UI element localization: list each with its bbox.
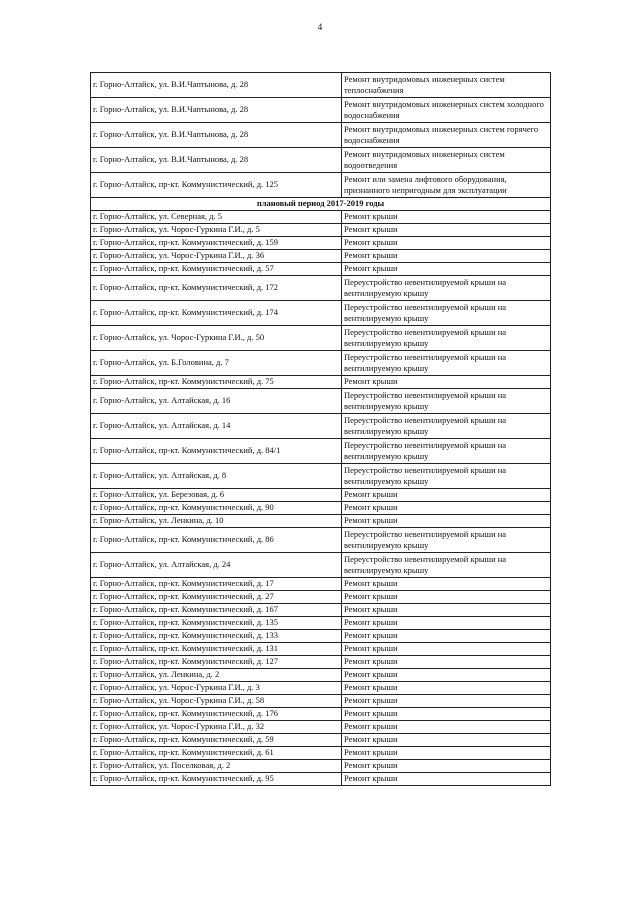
address-cell: г. Горно-Алтайск, пр-кт. Коммунистический, д. 131: [91, 643, 342, 656]
work-type-cell: Переустройство невентилируемой крыши на вентилируемую крышу: [342, 414, 551, 439]
work-type-cell: Ремонт крыши: [342, 578, 551, 591]
works-table-body: [91, 73, 551, 786]
table-row: [91, 528, 551, 553]
work-type-cell: Переустройство невентилируемой крыши на вентилируемую крышу: [342, 389, 551, 414]
work-type-cell: Переустройство невентилируемой крыши на вентилируемую крышу: [342, 464, 551, 489]
table-row: [91, 695, 551, 708]
address-cell: г. Горно-Алтайск, ул. Ленкина, д. 2: [91, 669, 342, 682]
work-type-cell: Ремонт крыши: [342, 604, 551, 617]
address-cell: г. Горно-Алтайск, ул. Ленкина, д. 10: [91, 515, 342, 528]
table-row: [91, 376, 551, 389]
work-type-cell: Ремонт внутридомовых инженерных систем горячего водоснабжения: [342, 123, 551, 148]
table-row: [91, 669, 551, 682]
address-cell: г. Горно-Алтайск, ул. Алтайская, д. 8: [91, 464, 342, 489]
work-type-cell: Ремонт крыши: [342, 760, 551, 773]
work-type-cell: Ремонт крыши: [342, 376, 551, 389]
period-heading-row: [91, 198, 551, 211]
work-type-cell: Ремонт крыши: [342, 708, 551, 721]
work-type-cell: Переустройство невентилируемой крыши на вентилируемую крышу: [342, 439, 551, 464]
work-type-cell: Ремонт крыши: [342, 695, 551, 708]
address-cell: г. Горно-Алтайск, ул. Алтайская, д. 16: [91, 389, 342, 414]
address-cell: г. Горно-Алтайск, ул. В.И.Чаптынова, д. 28: [91, 148, 342, 173]
table-row: [91, 414, 551, 439]
address-cell: г. Горно-Алтайск, ул. Березовая, д. 6: [91, 489, 342, 502]
address-cell: г. Горно-Алтайск, пр-кт. Коммунистический, д. 172: [91, 276, 342, 301]
address-cell: г. Горно-Алтайск, пр-кт. Коммунистический, д. 27: [91, 591, 342, 604]
table-row: [91, 123, 551, 148]
table-row: [91, 604, 551, 617]
table-row: [91, 515, 551, 528]
address-cell: г. Горно-Алтайск, пр-кт. Коммунистический, д. 84/1: [91, 439, 342, 464]
table-row: [91, 747, 551, 760]
table-row: [91, 682, 551, 695]
address-cell: г. Горно-Алтайск, пр-кт. Коммунистический, д. 59: [91, 734, 342, 747]
work-type-cell: Ремонт внутридомовых инженерных систем теплоснабжения: [342, 73, 551, 98]
work-type-cell: Ремонт крыши: [342, 734, 551, 747]
address-cell: г. Горно-Алтайск, пр-кт. Коммунистический, д. 57: [91, 263, 342, 276]
table-row: [91, 250, 551, 263]
table-row: [91, 351, 551, 376]
work-type-cell: Переустройство невентилируемой крыши на вентилируемую крышу: [342, 553, 551, 578]
table-row: [91, 489, 551, 502]
address-cell: г. Горно-Алтайск, ул. Чорос-Гуркина Г.И., д. 58: [91, 695, 342, 708]
table-row: [91, 326, 551, 351]
table-row: [91, 708, 551, 721]
work-type-cell: Ремонт или замена лифтового оборудования, признанного непригодным для эксплуатации: [342, 173, 551, 198]
address-cell: г. Горно-Алтайск, пр-кт. Коммунистический, д. 90: [91, 502, 342, 515]
table-row: [91, 643, 551, 656]
address-cell: г. Горно-Алтайск, ул. Чорос-Гуркина Г.И., д. 50: [91, 326, 342, 351]
work-type-cell: Ремонт крыши: [342, 224, 551, 237]
table-row: [91, 760, 551, 773]
table-row: [91, 148, 551, 173]
work-type-cell: Ремонт крыши: [342, 515, 551, 528]
address-cell: г. Горно-Алтайск, пр-кт. Коммунистический, д. 86: [91, 528, 342, 553]
work-type-cell: Ремонт крыши: [342, 643, 551, 656]
work-type-cell: Ремонт крыши: [342, 656, 551, 669]
address-cell: г. Горно-Алтайск, ул. Северная, д. 5: [91, 211, 342, 224]
address-cell: г. Горно-Алтайск, пр-кт. Коммунистический, д. 125: [91, 173, 342, 198]
work-type-cell: Ремонт внутридомовых инженерных систем холодного водоснабжения: [342, 98, 551, 123]
work-type-cell: Ремонт крыши: [342, 617, 551, 630]
work-type-cell: Переустройство невентилируемой крыши на вентилируемую крышу: [342, 528, 551, 553]
address-cell: г. Горно-Алтайск, ул. В.И.Чаптынова, д. 28: [91, 73, 342, 98]
work-type-cell: Ремонт крыши: [342, 630, 551, 643]
address-cell: г. Горно-Алтайск, пр-кт. Коммунистический, д. 17: [91, 578, 342, 591]
table-row: [91, 237, 551, 250]
table-row: [91, 173, 551, 198]
table-row: [91, 301, 551, 326]
table-row: [91, 630, 551, 643]
page-number: 4: [317, 22, 323, 32]
table-row: [91, 224, 551, 237]
address-cell: г. Горно-Алтайск, пр-кт. Коммунистический, д. 133: [91, 630, 342, 643]
table-row: [91, 464, 551, 489]
work-type-cell: Переустройство невентилируемой крыши на вентилируемую крышу: [342, 351, 551, 376]
table-row: [91, 553, 551, 578]
works-table: [90, 72, 551, 786]
work-type-cell: Ремонт крыши: [342, 669, 551, 682]
address-cell: г. Горно-Алтайск, пр-кт. Коммунистический, д. 176: [91, 708, 342, 721]
table-row: [91, 73, 551, 98]
table-row: [91, 263, 551, 276]
table-row: [91, 721, 551, 734]
address-cell: г. Горно-Алтайск, ул. Алтайская, д. 24: [91, 553, 342, 578]
work-type-cell: Ремонт крыши: [342, 721, 551, 734]
work-type-cell: Ремонт крыши: [342, 211, 551, 224]
address-cell: г. Горно-Алтайск, пр-кт. Коммунистический, д. 174: [91, 301, 342, 326]
table-row: [91, 276, 551, 301]
table-row: [91, 773, 551, 786]
address-cell: г. Горно-Алтайск, пр-кт. Коммунистический, д. 159: [91, 237, 342, 250]
period-heading: плановый период 2017-2019 годы: [91, 198, 551, 211]
table-row: [91, 578, 551, 591]
address-cell: г. Горно-Алтайск, пр-кт. Коммунистический, д. 127: [91, 656, 342, 669]
work-type-cell: Переустройство невентилируемой крыши на вентилируемую крышу: [342, 276, 551, 301]
work-type-cell: Ремонт крыши: [342, 250, 551, 263]
address-cell: г. Горно-Алтайск, ул. Чорос-Гуркина Г.И., д. 5: [91, 224, 342, 237]
table-row: [91, 98, 551, 123]
address-cell: г. Горно-Алтайск, пр-кт. Коммунистический, д. 61: [91, 747, 342, 760]
address-cell: г. Горно-Алтайск, пр-кт. Коммунистический, д. 135: [91, 617, 342, 630]
table-row: [91, 656, 551, 669]
work-type-cell: Ремонт крыши: [342, 773, 551, 786]
work-type-cell: Ремонт крыши: [342, 502, 551, 515]
table-row: [91, 734, 551, 747]
address-cell: г. Горно-Алтайск, ул. В.И.Чаптынова, д. 28: [91, 123, 342, 148]
address-cell: г. Горно-Алтайск, пр-кт. Коммунистический, д. 167: [91, 604, 342, 617]
address-cell: г. Горно-Алтайск, пр-кт. Коммунистический, д. 95: [91, 773, 342, 786]
work-type-cell: Ремонт внутридомовых инженерных систем водоотведения: [342, 148, 551, 173]
work-type-cell: Ремонт крыши: [342, 237, 551, 250]
address-cell: г. Горно-Алтайск, пр-кт. Коммунистический, д. 75: [91, 376, 342, 389]
work-type-cell: Переустройство невентилируемой крыши на вентилируемую крышу: [342, 326, 551, 351]
work-type-cell: Ремонт крыши: [342, 747, 551, 760]
address-cell: г. Горно-Алтайск, ул. Б.Головина, д. 7: [91, 351, 342, 376]
address-cell: г. Горно-Алтайск, ул. Чорос-Гуркина Г.И., д. 3: [91, 682, 342, 695]
table-row: [91, 389, 551, 414]
address-cell: г. Горно-Алтайск, ул. Алтайская, д. 14: [91, 414, 342, 439]
address-cell: г. Горно-Алтайск, ул. Чорос-Гуркина Г.И., д. 32: [91, 721, 342, 734]
table-row: [91, 591, 551, 604]
address-cell: г. Горно-Алтайск, ул. Чорос-Гуркина Г.И., д. 36: [91, 250, 342, 263]
work-type-cell: Переустройство невентилируемой крыши на вентилируемую крышу: [342, 301, 551, 326]
table-row: [91, 211, 551, 224]
work-type-cell: Ремонт крыши: [342, 489, 551, 502]
work-type-cell: Ремонт крыши: [342, 682, 551, 695]
table-row: [91, 617, 551, 630]
work-type-cell: Ремонт крыши: [342, 591, 551, 604]
address-cell: г. Горно-Алтайск, ул. В.И.Чаптынова, д. 28: [91, 98, 342, 123]
address-cell: г. Горно-Алтайск, ул. Поселковая, д. 2: [91, 760, 342, 773]
table-row: [91, 439, 551, 464]
table-row: [91, 502, 551, 515]
work-type-cell: Ремонт крыши: [342, 263, 551, 276]
